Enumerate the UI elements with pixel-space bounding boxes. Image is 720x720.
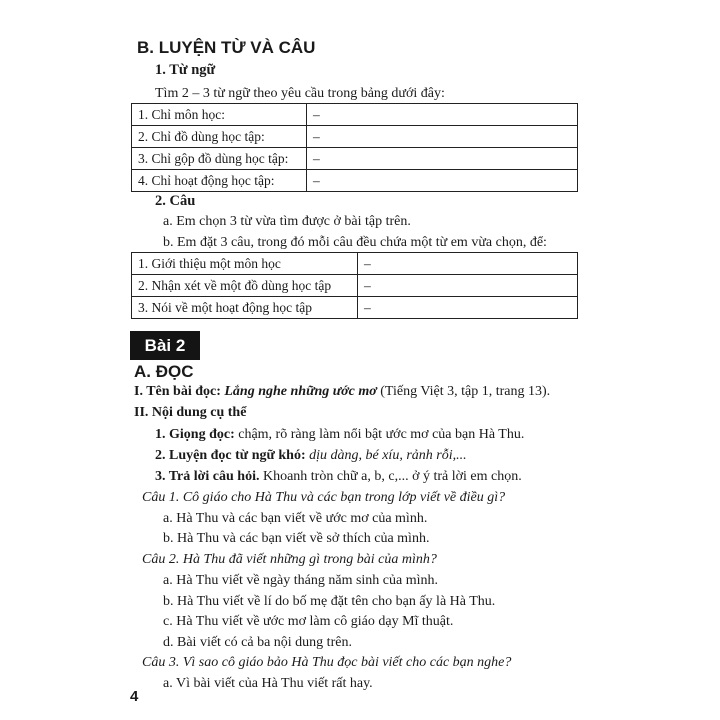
q2-option-a[interactable]: a. Hà Thu viết về ngày tháng năm sinh của mình.	[163, 573, 439, 588]
part2-line-b: b. Em đặt 3 câu, trong đó mỗi câu đều chứa một từ em vừa chọn, để:	[163, 235, 547, 250]
page-number: 4	[130, 688, 139, 705]
part1-heading: 1. Từ ngữ	[155, 62, 216, 78]
row-label: 2. Nhận xét về một đồ dùng học tập	[132, 275, 358, 297]
question-3: Câu 3. Vì sao cô giáo bảo Hà Thu đọc bài viết cho các bạn nghe?	[142, 655, 512, 670]
lesson-badge: Bài 2	[130, 331, 200, 360]
table-row	[132, 170, 578, 192]
question-1: Câu 1. Cô giáo cho Hà Thu và các bạn trong lớp viết về điều gì?	[142, 490, 506, 505]
answer-cell[interactable]: –	[307, 170, 578, 192]
reading-title: Lắng nghe những ước mơ	[224, 384, 377, 399]
table-row	[132, 275, 578, 297]
answer-cell[interactable]: –	[358, 275, 578, 297]
answer-cell[interactable]: –	[307, 126, 578, 148]
row-label: 1. Giới thiệu một môn học	[132, 253, 358, 275]
q3-option-a[interactable]: a. Vì bài viết của Hà Thu viết rất hay.	[163, 676, 373, 691]
table-row	[132, 253, 578, 275]
row-label: 1. Chỉ môn học:	[132, 104, 307, 126]
part2-line-a: a. Em chọn 3 từ vừa tìm được ở bài tập trên.	[163, 214, 411, 229]
part2-heading: 2. Câu	[155, 193, 196, 209]
row-label: 2. Chỉ đồ dùng học tập:	[132, 126, 307, 148]
row-label: 3. Chỉ gộp đồ dùng học tập:	[132, 148, 307, 170]
reading-line	[134, 384, 550, 400]
answer-cell[interactable]: –	[358, 297, 578, 319]
item-1	[155, 427, 524, 443]
table-row	[132, 297, 578, 319]
section-b-title: B. LUYỆN TỪ VÀ CÂU	[137, 38, 316, 57]
sentence-table	[131, 252, 578, 319]
q2-option-b[interactable]: b. Hà Thu viết về lí do bố mẹ đặt tên cho bạn ấy là Hà Thu.	[163, 594, 496, 609]
part1-instruction: Tìm 2 – 3 từ ngữ theo yêu cầu trong bảng dưới đây:	[155, 86, 445, 101]
row-label: 4. Chỉ hoạt động học tập:	[132, 170, 307, 192]
table-row	[132, 104, 578, 126]
reading-source: (Tiếng Việt 3, tập 1, trang 13).	[380, 384, 551, 399]
row-label: 3. Nói về một hoạt động học tập	[132, 297, 358, 319]
content-heading: II. Nội dung cụ thể	[134, 405, 247, 420]
table-row	[132, 126, 578, 148]
answer-cell[interactable]: –	[307, 148, 578, 170]
answer-cell[interactable]: –	[358, 253, 578, 275]
q2-option-c[interactable]: c. Hà Thu viết về ước mơ làm cô giáo dạy Mĩ thuật.	[163, 614, 454, 629]
section-a-title: A. ĐỌC	[134, 362, 194, 381]
item-1-text: chậm, rõ ràng làm nổi bật ước mơ của bạn Hà Thu.	[238, 427, 525, 442]
q2-option-d[interactable]: d. Bài viết có cả ba nội dung trên.	[163, 635, 352, 650]
item-3-text: Khoanh tròn chữ a, b, c,... ở ý trả lời em chọn.	[262, 469, 522, 484]
item-3	[155, 469, 522, 485]
item-2-label: 2. Luyện đọc từ ngữ khó:	[155, 448, 306, 463]
question-2: Câu 2. Hà Thu đã viết những gì trong bài của mình?	[142, 552, 437, 567]
answer-cell[interactable]: –	[307, 104, 578, 126]
reading-label: I. Tên bài đọc:	[134, 384, 221, 399]
item-1-label: 1. Giọng đọc:	[155, 427, 235, 442]
table-row	[132, 148, 578, 170]
item-2-text: dịu dàng, bé xíu, rảnh rỗi,...	[309, 448, 467, 463]
q1-option-b[interactable]: b. Hà Thu và các bạn viết về sở thích của mình.	[163, 531, 430, 546]
item-3-label: 3. Trả lời câu hỏi.	[155, 469, 260, 484]
word-table	[131, 103, 578, 192]
q1-option-a[interactable]: a. Hà Thu và các bạn viết về ước mơ của mình.	[163, 511, 428, 526]
item-2	[155, 448, 467, 464]
